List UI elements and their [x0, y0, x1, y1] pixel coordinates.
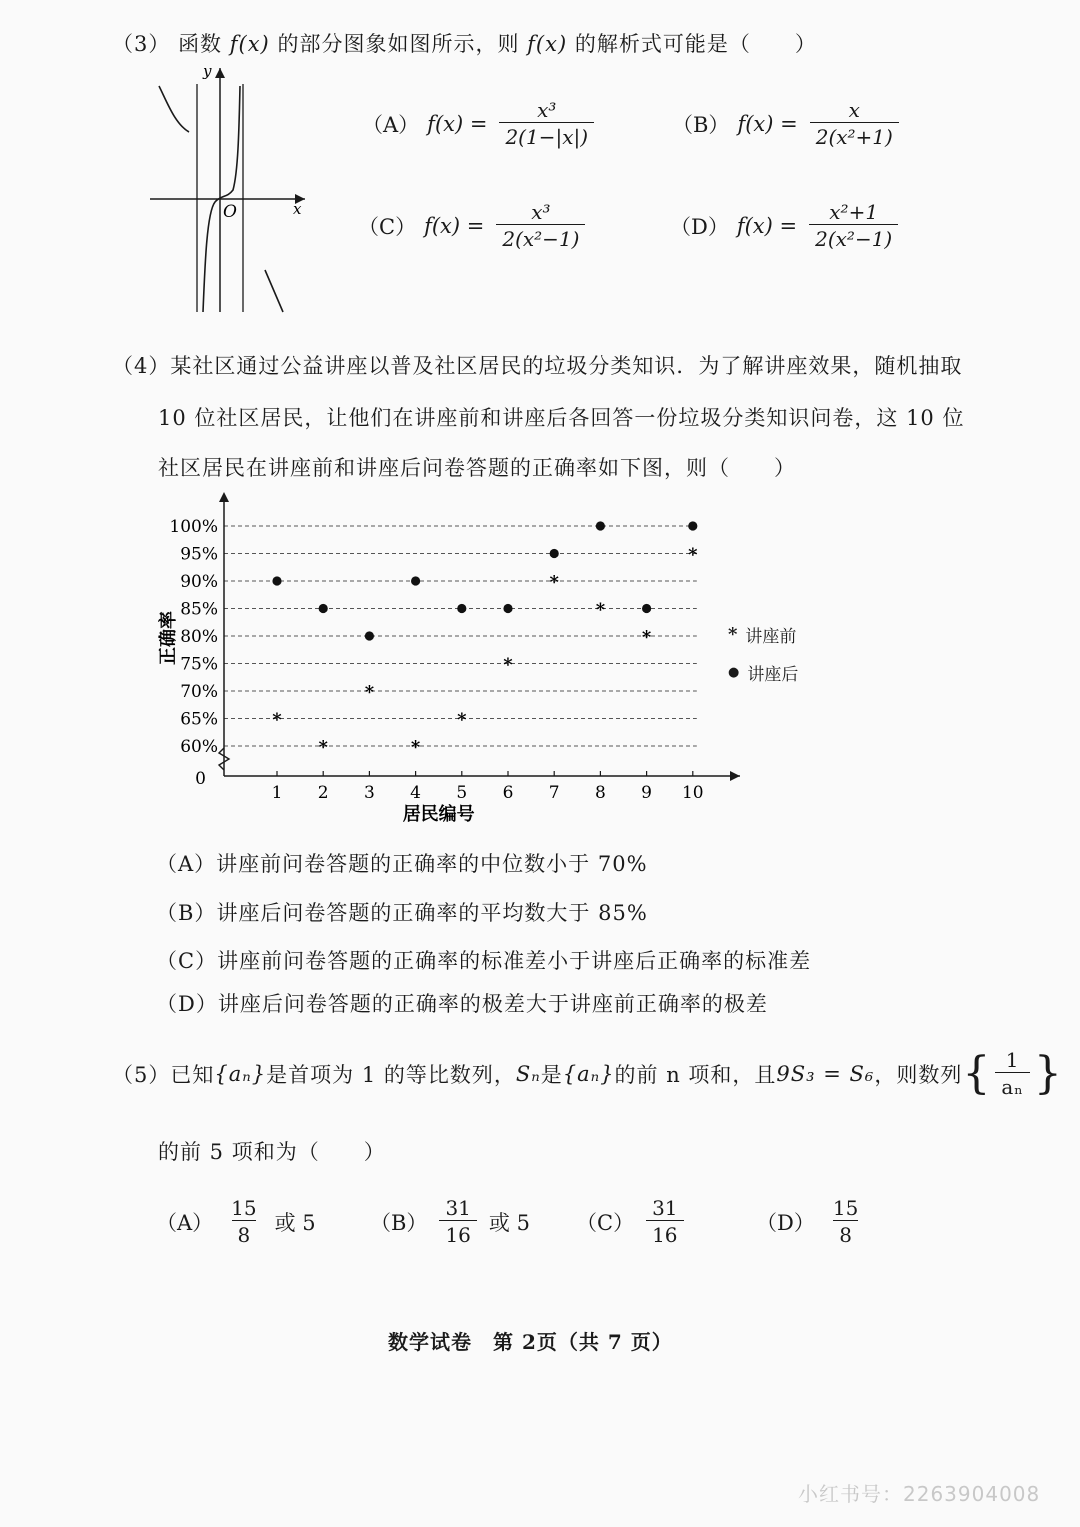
- q3-option-d-num: x²+1: [829, 200, 879, 224]
- q4-line-3: 社区居民在讲座前和讲座后问卷答题的正确率如下图，则（ ）: [158, 456, 796, 480]
- q5-option-a-fraction: [225, 1196, 262, 1247]
- point-before-8: *: [595, 599, 606, 621]
- q3-option-b: [672, 98, 903, 149]
- q5-option-a-den: 8: [232, 1220, 257, 1247]
- q5-option-c-num: 31: [652, 1196, 678, 1220]
- x-tick-label: 10: [681, 783, 704, 803]
- q5-option-d-label: （D）: [756, 1210, 815, 1235]
- q5-equation: 9S₃ = S₆: [776, 1061, 875, 1086]
- q3-option-c-lhs: f(x) =: [424, 213, 485, 238]
- point-before-3: *: [364, 682, 375, 703]
- q5-an-1: {aₙ}: [214, 1061, 267, 1086]
- q4-scatter-chart: [150, 488, 760, 830]
- q3-stem-b: 的部分图象如图所示，则: [277, 32, 520, 56]
- q3-option-c-den: 2(x²−1): [496, 224, 585, 251]
- legend-before-label: 讲座前: [745, 627, 797, 647]
- q5-option-a: [156, 1196, 316, 1247]
- x-tick-label: 5: [456, 783, 468, 803]
- q3-option-a: [362, 98, 598, 149]
- q3-y-arrow: [215, 68, 225, 78]
- q3-option-a-num: x³: [537, 98, 557, 122]
- q5-option-a-label: （A）: [156, 1210, 214, 1235]
- point-after-8: [596, 521, 605, 530]
- legend-after: [728, 660, 798, 685]
- q4-line-1: 某社区通过公益讲座以普及社区居民的垃圾分类知识．为了解讲座效果，随机抽取: [170, 354, 963, 378]
- q4-option-a: [156, 848, 648, 878]
- q5-option-b-label: （B）: [370, 1210, 428, 1235]
- q3-option-d-lhs: f(x) =: [736, 213, 798, 238]
- q5-option-b-den: 16: [439, 1220, 476, 1247]
- q3-option-c: [358, 200, 589, 251]
- point-after-1: [272, 576, 281, 585]
- q3-option-d-label: （D）: [670, 214, 729, 239]
- x-tick-label: 3: [363, 783, 375, 803]
- point-after-10: [688, 521, 697, 530]
- q3-option-b-num: x: [848, 98, 860, 122]
- q4-option-c: [156, 945, 811, 975]
- q3-curve-branch-right: [265, 270, 283, 312]
- point-before-5: *: [457, 709, 467, 731]
- q3-option-b-lhs: f(x) =: [737, 111, 798, 136]
- y-tick-label: 85%: [180, 599, 218, 620]
- q5-brace-left: {: [962, 1047, 992, 1099]
- x-tick-label: 7: [548, 783, 560, 803]
- point-after-4: [411, 576, 420, 585]
- legend-after-label: 讲座后: [747, 665, 799, 685]
- point-after-3: [365, 631, 374, 640]
- q5-seq-num: 1: [1005, 1048, 1020, 1072]
- q3-fx-1: f(x): [229, 32, 270, 56]
- q3-option-b-fraction: [810, 98, 899, 149]
- x-tick-label: 8: [594, 783, 606, 803]
- q3-function-graph: [145, 62, 315, 320]
- point-after-6: [503, 604, 512, 613]
- legend-before-symbol: *: [728, 624, 738, 645]
- q3-option-a-den: 2(1−|x|): [499, 122, 594, 149]
- q5-seq-den: aₙ: [995, 1072, 1030, 1099]
- q3-option-b-label: （B）: [672, 112, 730, 137]
- q4-option-a-label: （A）: [156, 852, 217, 876]
- q4-stem-line-1: [112, 350, 962, 380]
- q5-option-b-fraction: [439, 1196, 476, 1247]
- q5-option-d: [756, 1196, 868, 1247]
- q3-option-c-num: x³: [531, 200, 551, 224]
- y-tick-label: 95%: [180, 544, 218, 565]
- point-after-9: [642, 604, 651, 613]
- q5-option-d-num: 15: [832, 1196, 859, 1220]
- q3-stem: [112, 28, 817, 58]
- q3-option-a-label: （A）: [362, 112, 420, 137]
- point-before-6: *: [503, 654, 513, 676]
- y-axis-arrow: [219, 492, 229, 502]
- q5-p1: 已知: [170, 1062, 215, 1087]
- point-before-7: *: [549, 572, 559, 593]
- q5-option-c-label: （C）: [576, 1210, 635, 1235]
- q3-option-b-den: 2(x²+1): [810, 122, 899, 149]
- q3-origin-label: O: [223, 202, 237, 222]
- q4-number: （4）: [112, 354, 171, 378]
- q5-option-a-suffix: 或 5: [274, 1210, 316, 1235]
- x-axis-arrow: [730, 771, 740, 781]
- point-after-7: [550, 549, 559, 558]
- q3-option-d-den: 2(x²−1): [809, 224, 898, 251]
- q5-option-d-fraction: [827, 1196, 864, 1247]
- q5-brace-right: }: [1033, 1047, 1063, 1099]
- q4-option-d-text: 讲座后问卷答题的正确率的极差大于讲座前正确率的极差: [217, 992, 768, 1016]
- q5-p5: ，则数列: [874, 1062, 963, 1087]
- q4-option-d: [156, 988, 768, 1018]
- x-tick-label: 1: [271, 783, 283, 803]
- q5-option-b-suffix: 或 5: [488, 1210, 530, 1235]
- page-footer: 数学试卷 第 2页（共 7 页）: [388, 1330, 673, 1354]
- q5-p2: 是首项为 1 的等比数列，: [266, 1062, 516, 1087]
- q3-y-label: y: [203, 62, 212, 80]
- point-before-2: *: [318, 737, 328, 758]
- q3-stem-c: 的解析式可能是（ ）: [574, 32, 817, 56]
- y-tick-label: 75%: [180, 654, 218, 675]
- y-zero-label: 0: [195, 769, 206, 789]
- q5-option-a-num: 15: [231, 1196, 257, 1220]
- y-tick-label: 90%: [180, 572, 218, 592]
- x-axis-title: 居民编号: [402, 804, 475, 825]
- q3-option-a-fraction: [499, 98, 594, 149]
- q4-option-b: [156, 897, 648, 927]
- q5-p4: 的前 n 项和，且: [614, 1062, 777, 1087]
- q4-line-2: 10 位社区居民，让他们在讲座前和讲座后各回答一份垃圾分类知识问卷，这 10 位: [158, 406, 965, 430]
- q5-line-2: 的前 5 项和为（ ）: [158, 1140, 386, 1164]
- q5-option-b-num: 31: [445, 1196, 471, 1220]
- y-tick-label: 65%: [180, 709, 218, 730]
- y-tick-label: 100%: [169, 517, 218, 537]
- q3-option-c-fraction: [496, 200, 585, 251]
- y-tick-label: 70%: [180, 682, 218, 702]
- q5-sequence-fraction: [995, 1048, 1030, 1099]
- y-tick-label: 80%: [180, 627, 218, 647]
- q3-stem-a: 函数: [178, 32, 223, 56]
- point-before-1: *: [272, 709, 282, 731]
- q5-option-c-fraction: [646, 1196, 683, 1247]
- legend-before: [728, 622, 796, 647]
- q5-p3: 是: [540, 1062, 563, 1087]
- x-tick-label: 6: [502, 783, 514, 803]
- q3-option-a-lhs: f(x) =: [427, 111, 488, 136]
- q4-option-d-label: （D）: [156, 992, 218, 1016]
- q3-option-d: [670, 200, 902, 251]
- point-after-2: [319, 604, 328, 613]
- q3-fx-2: f(x): [527, 32, 568, 56]
- x-tick-label: 4: [410, 783, 422, 803]
- point-after-5: [457, 604, 466, 613]
- point-before-10: *: [688, 544, 698, 566]
- legend-after-symbol: ●: [728, 665, 740, 680]
- q4-option-c-text: 讲座前问卷答题的正确率的标准差小于讲座后正确率的标准差: [217, 949, 812, 973]
- q4-option-b-text: 讲座后问卷答题的正确率的平均数大于 85%: [216, 901, 648, 925]
- q5-number: （5）: [112, 1062, 171, 1087]
- q5-stem-line-1: [112, 1048, 1063, 1099]
- q3-x-label: x: [293, 200, 302, 218]
- x-tick-label: 9: [641, 783, 653, 803]
- q5-an-2: {aₙ}: [562, 1061, 615, 1086]
- q3-option-c-label: （C）: [358, 214, 417, 239]
- q5-option-d-den: 8: [833, 1220, 858, 1247]
- q5-option-c: [576, 1196, 688, 1247]
- q3-option-d-fraction: [809, 200, 898, 251]
- q3-number: （3）: [112, 32, 171, 56]
- watermark: 小红书号：2263904008: [798, 1482, 1041, 1506]
- q5-option-c-den: 16: [646, 1220, 683, 1247]
- point-before-4: *: [410, 737, 421, 758]
- q4-option-b-label: （B）: [156, 901, 217, 925]
- q5-option-b: [370, 1196, 530, 1247]
- q4-option-c-label: （C）: [156, 949, 218, 973]
- q5-sn: Sₙ: [515, 1061, 541, 1086]
- x-tick-label: 2: [317, 783, 329, 803]
- point-before-9: *: [641, 627, 652, 648]
- y-tick-label: 60%: [180, 737, 218, 757]
- q4-option-a-text: 讲座前问卷答题的正确率的中位数小于 70%: [216, 852, 648, 876]
- q3-curve-branch-left: [159, 86, 189, 132]
- y-axis-title: 正确率: [158, 611, 179, 665]
